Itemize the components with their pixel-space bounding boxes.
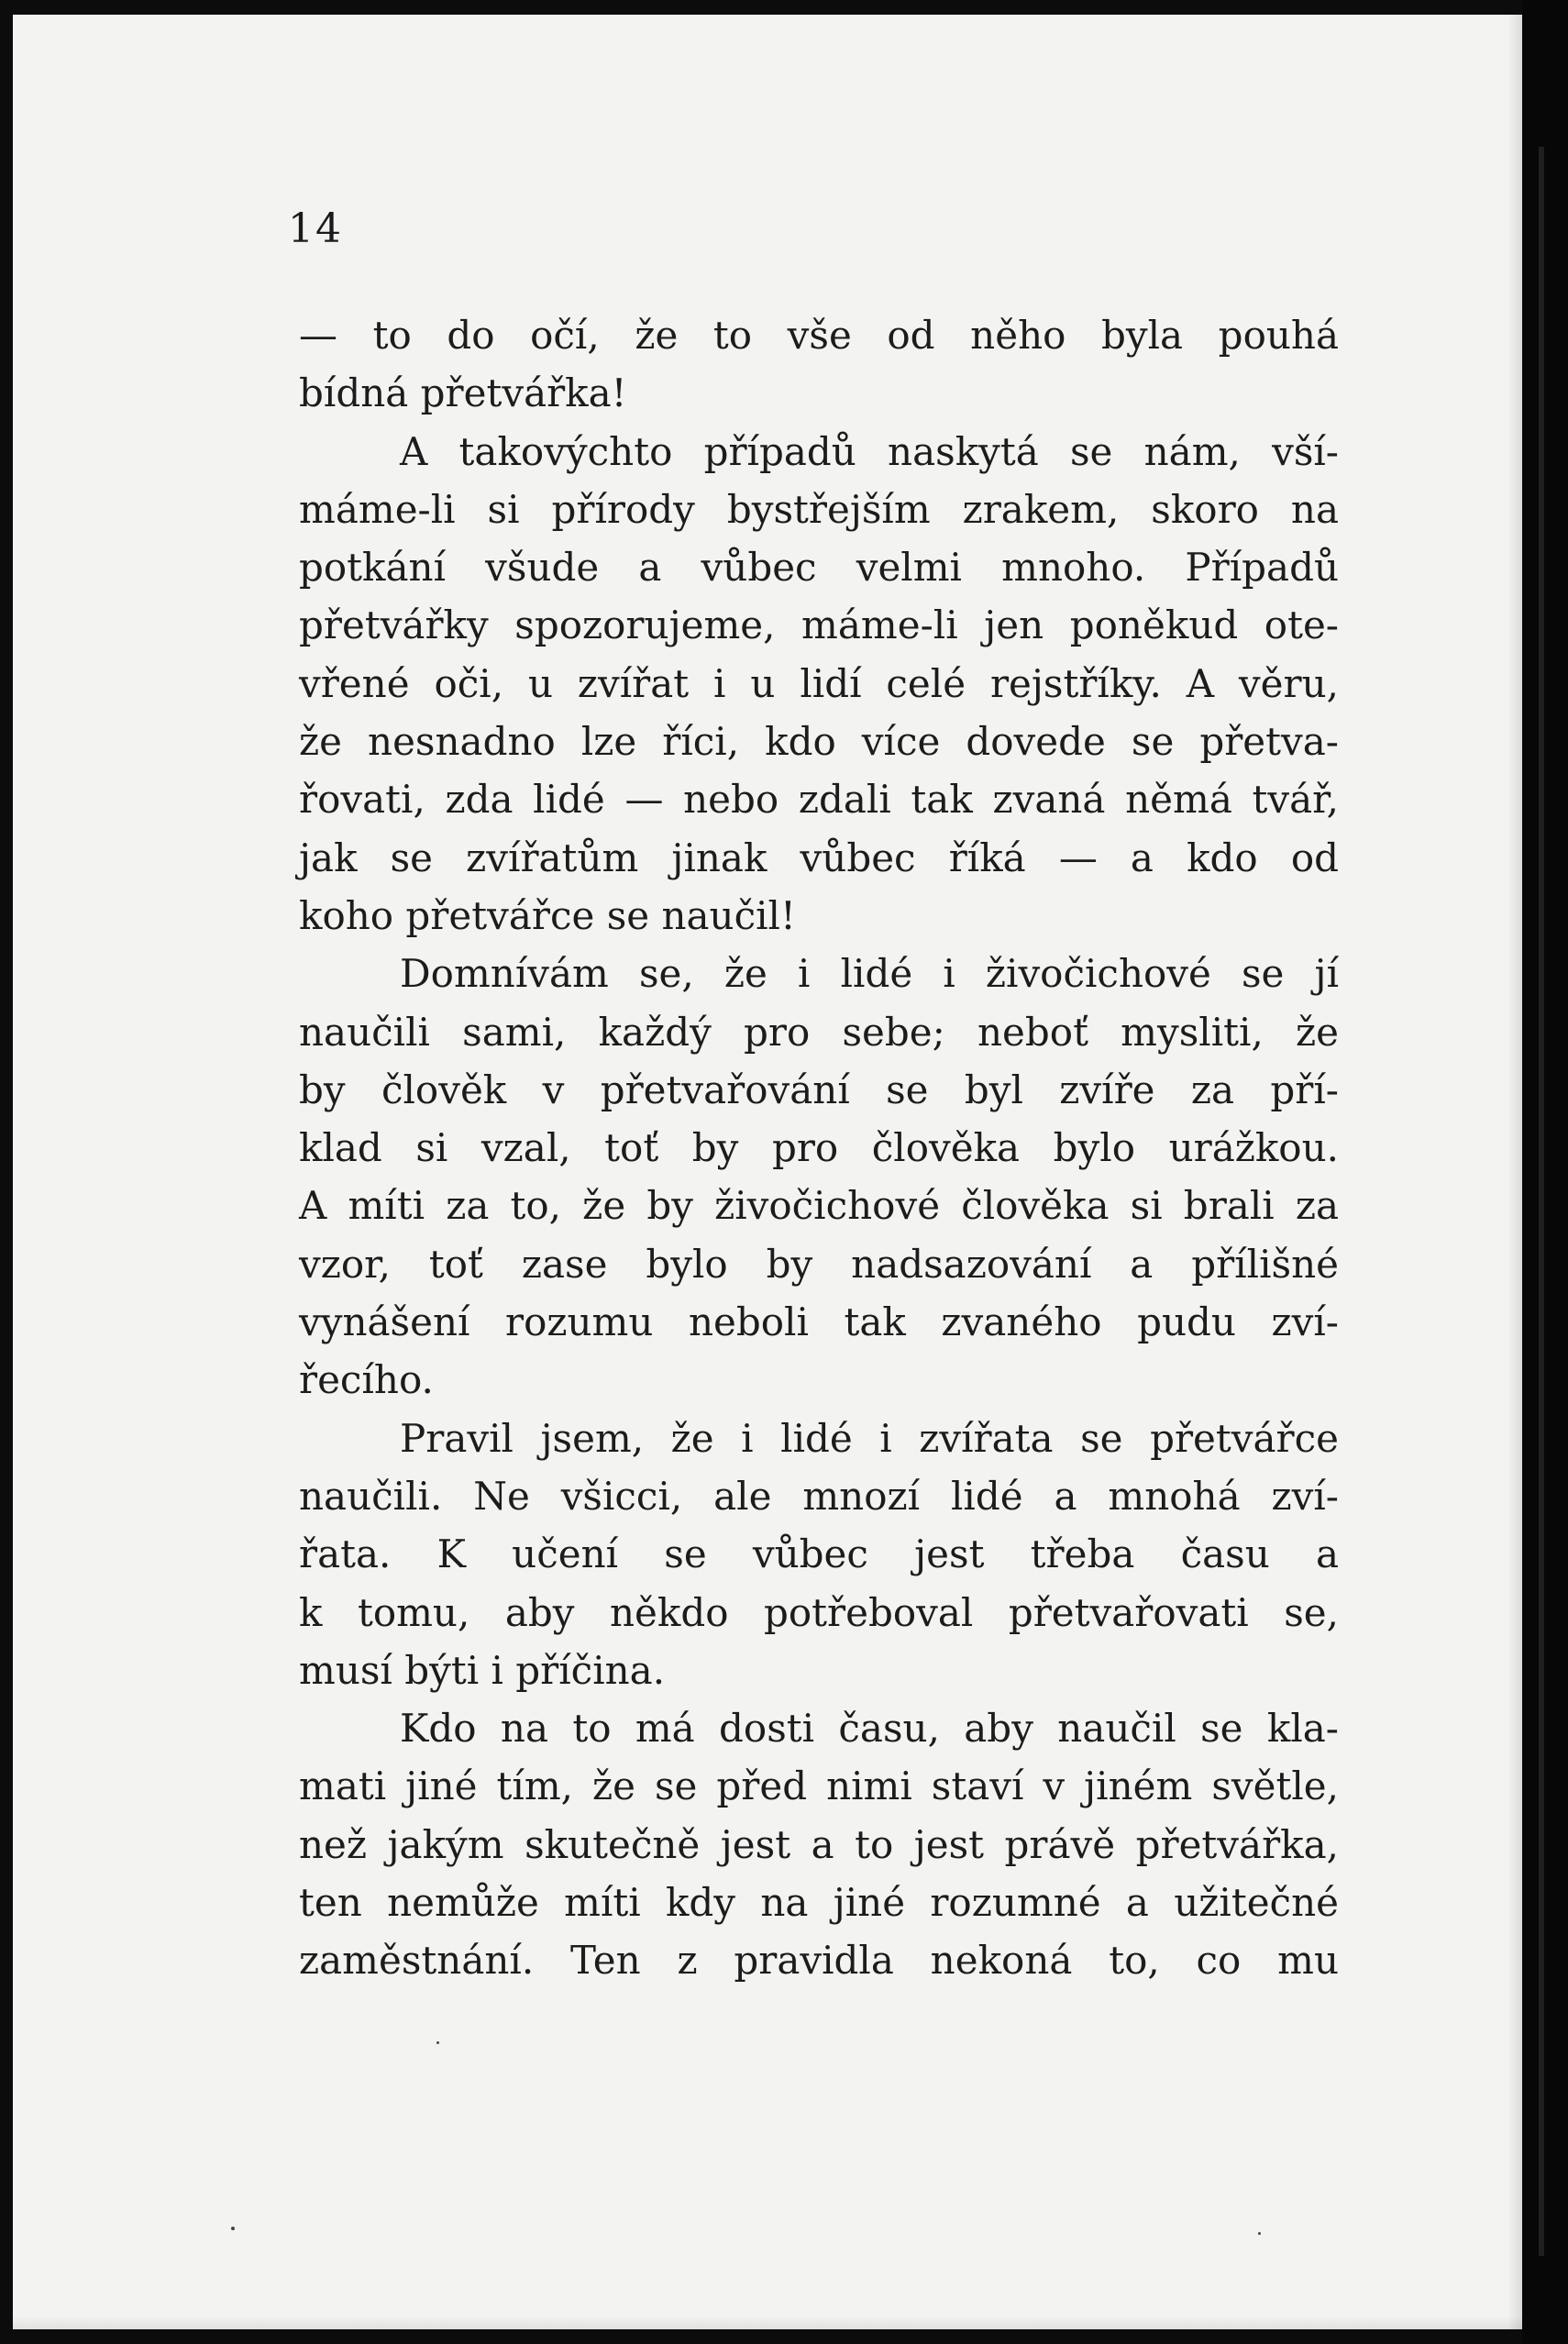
text-line: naučili. Ne všicci, ale mnozí lidé a mnohá zví- <box>299 1473 1339 1519</box>
body-text <box>299 306 1339 1990</box>
text-line: Domnívám se, že i lidé i živočichové se jí <box>400 951 1339 997</box>
book-page <box>13 15 1522 2329</box>
text-line: Pravil jsem, že i lidé i zvířata se přetvářce <box>400 1415 1339 1461</box>
text-line: vzor, toť zase bylo by nadsazování a přílišné <box>299 1241 1339 1287</box>
text-line: bídná přetvářka! <box>299 370 627 416</box>
text-line: potkání všude a vůbec velmi mnoho. Případů <box>299 545 1339 591</box>
page-number: 14 <box>288 205 343 252</box>
paper-speck <box>436 2041 439 2044</box>
text-line: přetvářky spozorujeme, máme-li jen poněkud ote- <box>299 603 1339 648</box>
text-line: řovati, zda lidé — nebo zdali tak zvaná němá tvář, <box>299 777 1339 823</box>
text-line: koho přetvářce se naučil! <box>299 892 796 938</box>
page-edge-shadow <box>1507 15 1522 2329</box>
page-bottom-shadow <box>13 2316 1522 2329</box>
text-line: ten nemůže míti kdy na jiné rozumné a užitečné <box>299 1880 1339 1926</box>
paper-speck <box>1258 2232 1261 2235</box>
text-line: A míti za to, že by živočichové člověka si brali za <box>299 1183 1339 1229</box>
text-line: řecího. <box>299 1357 434 1403</box>
text-line: řata. K učení se vůbec jest třeba času a <box>299 1531 1339 1577</box>
text-line: naučili sami, každý pro sebe; neboť mysliti, že <box>299 1009 1339 1055</box>
text-line: Kdo na to má dosti času, aby naučil se kla- <box>400 1706 1339 1752</box>
scan-border <box>1522 0 1568 2344</box>
page-fold-line <box>1539 147 1544 2256</box>
text-line: jak se zvířatům jinak vůbec říká — a kdo od <box>299 835 1339 880</box>
text-line: — to do očí, že to vše od něho byla pouhá <box>299 313 1339 358</box>
text-line: vynášení rozumu neboli tak zvaného pudu zví- <box>299 1299 1339 1345</box>
text-line: by člověk v přetvařování se byl zvíře za pří- <box>299 1067 1339 1112</box>
text-line: máme-li si přírody bystřejším zrakem, skoro na <box>299 486 1339 532</box>
text-line: zaměstnání. Ten z pravidla nekoná to, co mu <box>299 1938 1339 1984</box>
text-line: k tomu, aby někdo potřeboval přetvařovati se, <box>299 1589 1339 1635</box>
text-line: mati jiné tím, že se před nimi staví v jiném světle, <box>299 1764 1339 1809</box>
text-line: vřené oči, u zvířat i u lidí celé rejstříky. A věru, <box>299 660 1339 706</box>
paper-speck <box>231 2227 235 2230</box>
text-line: musí býti i příčina. <box>299 1647 666 1693</box>
text-line: klad si vzal, toť by pro člověka bylo urážkou. <box>299 1125 1339 1171</box>
text-line: že nesnadno lze říci, kdo více dovede se přetva- <box>299 719 1339 765</box>
text-line: A takovýchto případů naskytá se nám, vší- <box>400 428 1339 474</box>
text-line: než jakým skutečně jest a to jest právě přetvářka, <box>299 1821 1339 1867</box>
